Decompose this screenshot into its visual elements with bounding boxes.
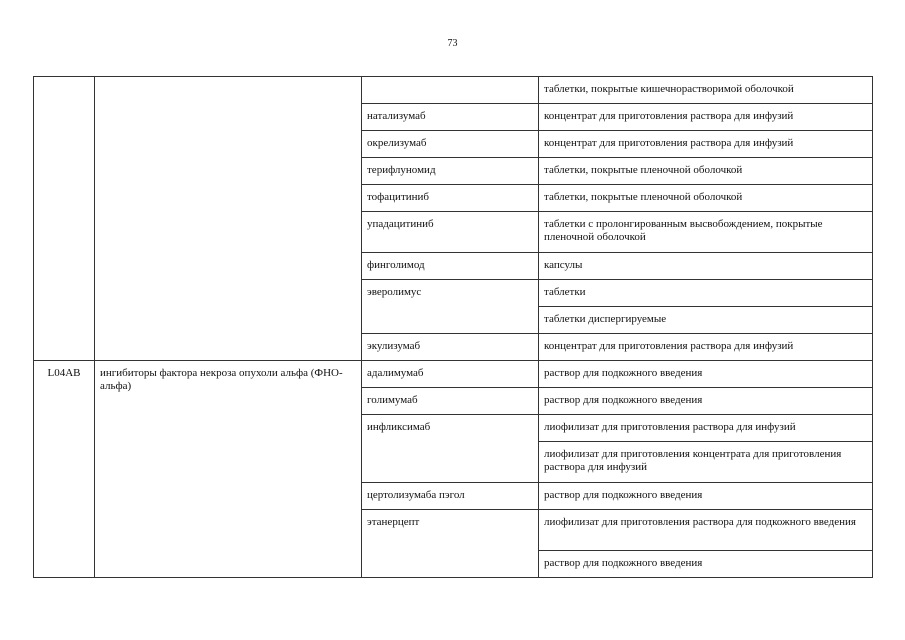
substance-cell: экулизумаб bbox=[362, 334, 539, 361]
dosage-form-cell: лиофилизат для приготовления раствора для подкожного введения bbox=[539, 510, 873, 551]
substance-cell: этанерцепт bbox=[362, 510, 539, 578]
dosage-form-cell: таблетки диспергируемые bbox=[539, 307, 873, 334]
medication-table bbox=[33, 76, 873, 578]
substance-cell: инфликсимаб bbox=[362, 415, 539, 483]
dosage-form-cell: таблетки, покрытые кишечнорастворимой оболочкой bbox=[539, 77, 873, 104]
dosage-form-cell: раствор для подкожного введения bbox=[539, 388, 873, 415]
dosage-form-cell: таблетки, покрытые пленочной оболочкой bbox=[539, 158, 873, 185]
substance-cell: упадацитиниб bbox=[362, 212, 539, 253]
dosage-form-cell: раствор для подкожного введения bbox=[539, 361, 873, 388]
dosage-form-cell: лиофилизат для приготовления раствора для инфузий bbox=[539, 415, 873, 442]
substance-cell: окрелизумаб bbox=[362, 131, 539, 158]
substance-cell: цертолизумаба пэгол bbox=[362, 483, 539, 510]
dosage-form-cell: таблетки с пролонгированным высвобождением, покрытые пленочной оболочкой bbox=[539, 212, 873, 253]
substance-cell: эверолимус bbox=[362, 280, 539, 334]
dosage-form-cell: концентрат для приготовления раствора для инфузий bbox=[539, 104, 873, 131]
dosage-form-cell: концентрат для приготовления раствора для инфузий bbox=[539, 131, 873, 158]
dosage-form-cell: раствор для подкожного введения bbox=[539, 483, 873, 510]
table-row bbox=[34, 361, 873, 388]
substance-cell: адалимумаб bbox=[362, 361, 539, 388]
pharmacological-group-cell bbox=[95, 77, 362, 361]
pharmacological-group-cell: ингибиторы фактора некроза опухоли альфа (ФНО-альфа) bbox=[95, 361, 362, 578]
dosage-form-cell: капсулы bbox=[539, 253, 873, 280]
substance-cell: голимумаб bbox=[362, 388, 539, 415]
dosage-form-cell: раствор для подкожного введения bbox=[539, 551, 873, 578]
page-number: 73 bbox=[447, 38, 458, 49]
substance-cell: терифлуномид bbox=[362, 158, 539, 185]
table-row bbox=[34, 77, 873, 104]
dosage-form-cell: таблетки bbox=[539, 280, 873, 307]
substance-cell: финголимод bbox=[362, 253, 539, 280]
dosage-form-cell: лиофилизат для приготовления концентрата для приготовления раствора для инфузий bbox=[539, 442, 873, 483]
substance-cell: натализумаб bbox=[362, 104, 539, 131]
dosage-form-cell: концентрат для приготовления раствора для инфузий bbox=[539, 334, 873, 361]
substance-cell: тофацитиниб bbox=[362, 185, 539, 212]
atc-code-cell bbox=[34, 77, 95, 361]
substance-cell bbox=[362, 77, 539, 104]
atc-code-cell: L04AB bbox=[34, 361, 95, 578]
dosage-form-cell: таблетки, покрытые пленочной оболочкой bbox=[539, 185, 873, 212]
